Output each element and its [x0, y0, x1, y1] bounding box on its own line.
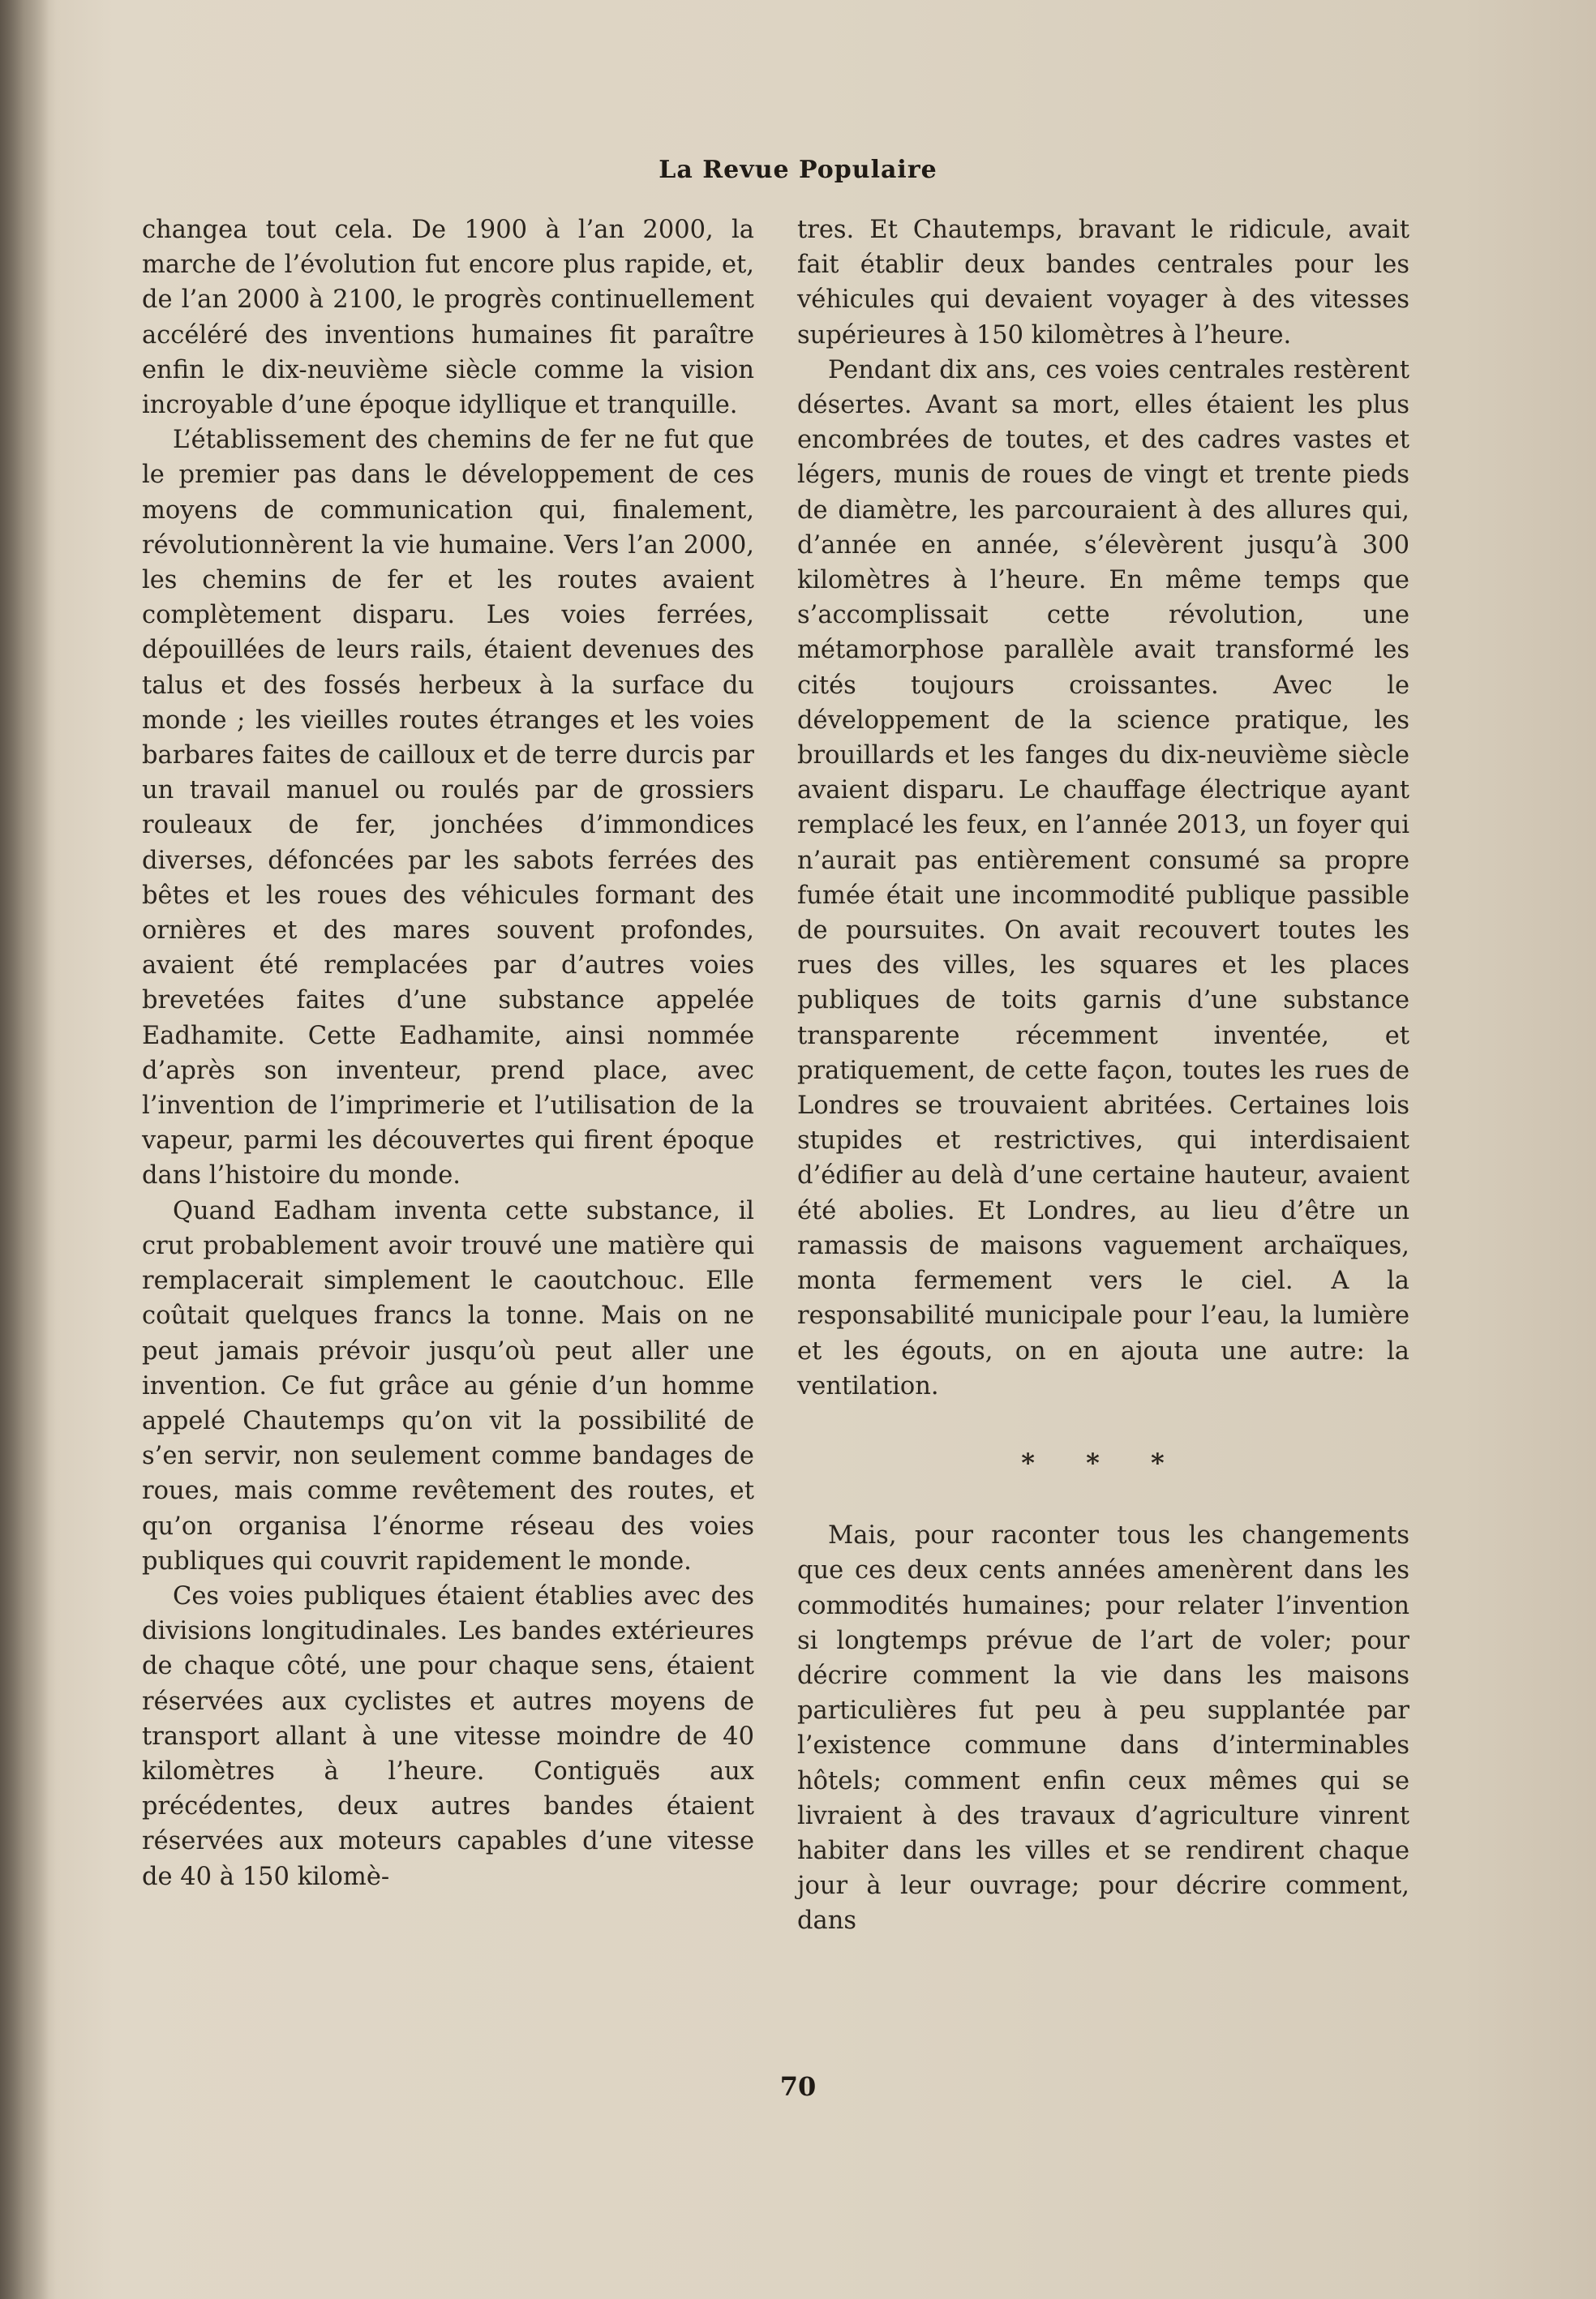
running-header: La Revue Populaire — [659, 156, 937, 184]
right-paragraph-2: Pendant dix ans, ces voies centrales restèrent désertes. Avant sa mort, elles étaient les plus encombrées de toutes, et des cadres vastes et légers, munis de roues de vingt et trente pieds de diamètre, les parcouraient à des allures qui, d’année en année, s’élevèrent jusqu’à 300 kilomètres à l’heure. En même temps que s’accomplissait cette révolution, une métamorphose parallèle avait transformé les cités toujours croissantes. Avec le développement de la science pratique, les brouillards et les fanges du dix-neuvième siècle avaient disparu. Le chauffage électrique ayant remplacé les feux, en l’année 2013, un foyer qui n’aurait pas entièrement consumé sa propre fumée était une incommodité publique passible de poursuites. On avait recouvert toutes les rues des villes, les squares et les places publiques de toits garnis d’une substance transparente récemment inventée, et pratiquement, de cette façon, toutes les rues de Londres se trouvaient abritées. Certaines lois stupides et restrictives, qui interdisaient d’édifier au delà d’une certaine hauteur, avaient été abolies. Et Londres, au lieu d’être un ramassis de maisons vaguement archaïques, monta fermement vers le ciel. A la responsabilité municipale pour l’eau, la lumière et les égouts, on en ajouta une autre: la ventilation. — [797, 355, 1409, 1400]
page-number: 70 — [779, 2071, 817, 2102]
left-paragraph-2: L’établissement des chemins de fer ne fut que le premier pas dans le développement de ces moyens de communication qui, finalement, révolutionnèrent la vie humaine. Vers l’an 2000, les chemins de fer et les routes avaient complètement disparu. Les voies ferrées, dépouillées de leurs rails, étaient devenues des talus et des fossés herbeux à la surface du monde ; les vieilles routes étranges et les voies barbares faites de cailloux et de terre durcis par un travail manuel ou roulés par de grossiers rouleaux de fer, jonchées d’immondices diverses, défoncées par les sabots ferrées des bêtes et les roues des véhicules formant des ornières et des mares souvent profondes, avaient été remplacées par d’autres voies brevetées faites d’une substance appelée Eadhamite. Cette Eadhamite, ainsi nommée d’après son inventeur, prend place, avec l’invention de l’imprimerie et l’utilisation de la vapeur, parmi les découvertes qui firent époque dans l’histoire du monde. — [142, 426, 754, 1190]
left-paragraph-4: Ces voies publiques étaient établies avec des divisions longitudinales. Les bandes extérieures de chaque côté, une pour chaque sens, étaient réservées aux cyclistes et autres moyens de transport allant à une vitesse moindre de 40 kilomètres à l’heure. Contiguës aux précédentes, deux autres bandes étaient réservées aux moteurs capables d’une vitesse de 40 à 150 kilomè- — [142, 1581, 754, 1891]
right-paragraph-3: Mais, pour raconter tous les changements que ces deux cents années amenèrent dans les commodités humaines; pour relater l’invention si longtemps prévue de l’art de voler; pour décrire comment la vie dans les maisons particulières fut peu à peu supplantée par l’existence commune dans d’interminables hôtels; comment enfin ceux mêmes qui se livraient à des travaux d’agriculture vinrent habiter dans les villes et se rendirent chaque jour à leur ouvrage; pour décrire comment, dans — [797, 1521, 1409, 1936]
section-break: * * * — [1021, 1447, 1186, 1478]
right-paragraph-1: tres. Et Chautemps, bravant le ridicule, avait fait établir deux bandes centrales pour les véhicules qui devaient voyager à des vitesses supérieures à 150 kilomètres à l’heure. — [797, 216, 1409, 350]
binding-gutter-shadow — [0, 0, 49, 2299]
left-paragraph-1: changea tout cela. De 1900 à l’an 2000, la marche de l’évolution fut encore plus rapide, et, de l’an 2000 à 2100, le progrès continuellement accéléré des inventions humaines fit paraître enfin le dix-neuvième siècle comme la vision incroyable d’une époque idyllique et tranquille. — [142, 216, 754, 420]
right-column — [797, 212, 1409, 1939]
left-paragraph-3: Quand Eadham inventa cette substance, il crut probablement avoir trouvé une matière qui remplacerait simplement le caoutchouc. Elle coûtait quelques francs la tonne. Mais on ne peut jamais prévoir jusqu’où peut aller une invention. Ce fut grâce au génie d’un homme appelé Chautemps qu’on vit la possibilité de s’en servir, non seulement comme bandages de roues, mais comme revêtement des routes, et qu’on organisa l’énorme réseau des voies publiques qui couvrit rapidement le monde. — [142, 1196, 754, 1576]
left-column — [142, 212, 754, 1894]
